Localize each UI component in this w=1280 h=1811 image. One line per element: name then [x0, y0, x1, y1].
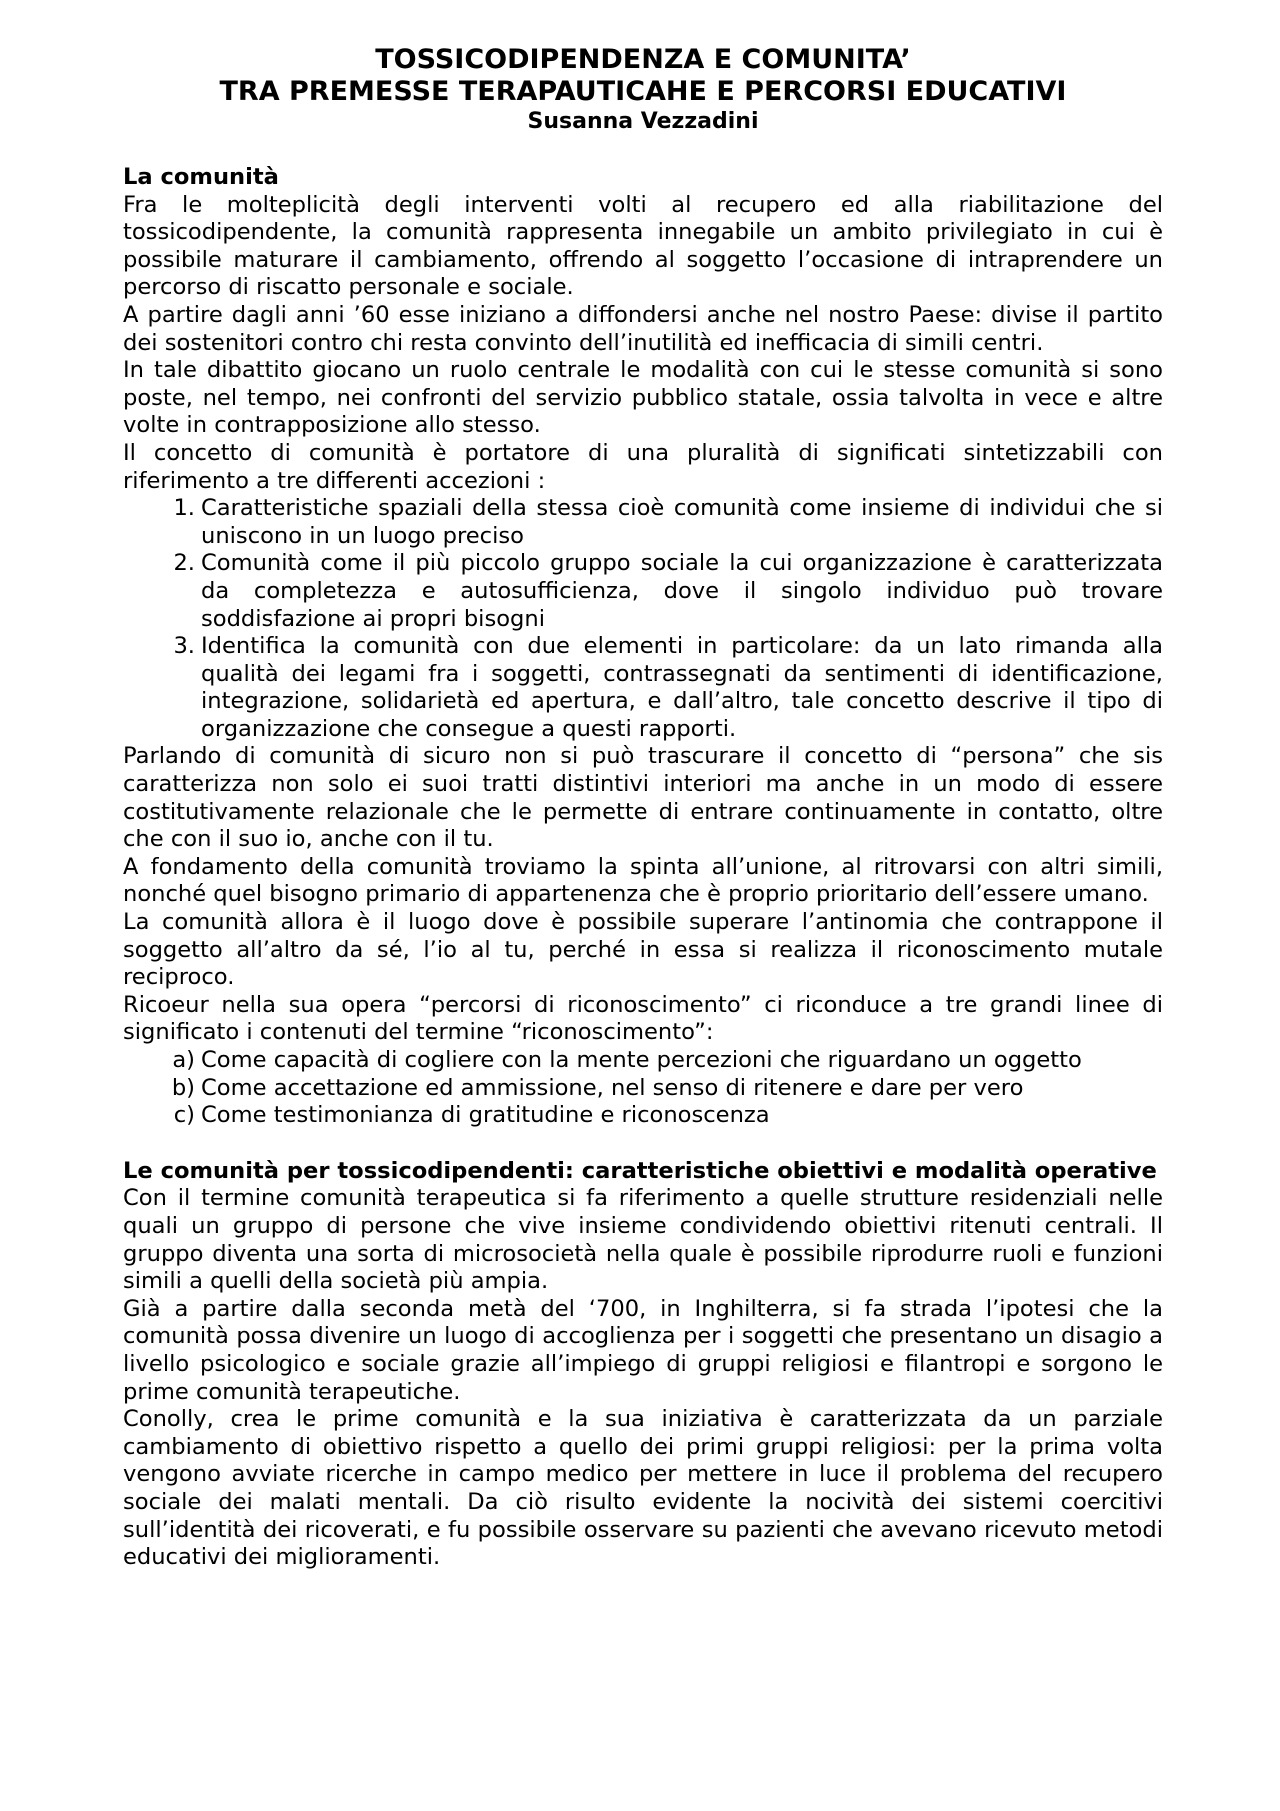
paragraph: Già a partire dalla seconda metà del ‘700, in Inghilterra, si fa strada l’ipotesi che la comunità possa divenire un luogo di accoglienza per i soggetti che presentano un disagio a livello psicologico e sociale grazie all’impiego di gruppi religiosi e filantropi e sorgono le prime comunità terapeutiche.: [123, 1295, 1163, 1405]
list-marker: 1.: [173, 495, 195, 522]
section-heading: Le comunità per tossicodipendenti: caratteristiche obiettivi e modalità operative: [123, 1157, 1157, 1184]
paragraph: Il concetto di comunità è portatore di una pluralità di significati sintetizzabili con riferimento a tre differenti accezioni :: [123, 439, 1163, 494]
paragraph: La comunità allora è il luogo dove è possibile superare l’antinomia che contrappone il soggetto all’altro da sé, l’io al tu, perché in essa si realizza il riconoscimento mutale reciproco.: [123, 909, 1163, 991]
list-item-text: Comunità come il più piccolo gruppo sociale la cui organizzazione è caratterizzata da completezza e autosufficienza, dove il singolo individuo può trovare soddisfazione ai propri bisogni: [201, 550, 1163, 632]
document-title-line-1: TOSSICODIPENDENZA E COMUNITA’: [375, 44, 911, 75]
list-marker: c): [173, 1102, 195, 1129]
list-marker: a): [172, 1047, 195, 1073]
paragraph: Con il termine comunità terapeutica si fa riferimento a quelle strutture residenziali nelle quali un gruppo di persone che vive insieme condividendo obiettivi ritenuti centrali. Il gruppo diventa una sorta di microsocietà nella quale è possibile riprodurre ruoli e funzioni simili a quelli della società più ampia.: [123, 1185, 1163, 1295]
section-heading: La comunità: [123, 164, 279, 190]
list-item: [123, 1102, 1163, 1130]
list-item: [123, 1047, 1163, 1075]
paragraph: Conolly, crea le prime comunità e la sua iniziativa è caratterizzata da un parziale cambiamento di obiettivo rispetto a quello dei primi gruppi religiosi: per la prima volta vengono avviate ricerche in campo medico per mettere in luce il problema del recupero sociale dei malati mentali. Da ciò risulto evidente la nocività dei sistemi coercitivi sull’identità dei ricoverati, e fu possibile osservare su pazienti che avevano ricevuto metodi educativi dei miglioramenti.: [123, 1406, 1163, 1571]
list-item: [123, 633, 1163, 743]
paragraph: A partire dagli anni ’60 esse iniziano a diffondersi anche nel nostro Paese: divise il partito dei sostenitori contro chi resta convinto dell’inutilità ed inefficacia di simili centri.: [123, 301, 1163, 356]
paragraph: Parlando di comunità di sicuro non si può trascurare il concetto di “persona” che sis caratterizza non solo ei suoi tratti distintivi interiori ma anche in un modo di essere costitutivamente relazionale che le permette di entrare continuamente in contatto, oltre che con il suo io, anche con il tu.: [123, 743, 1163, 853]
paragraph: Ricoeur nella sua opera “percorsi di riconoscimento” ci riconduce a tre grandi linee di significato i contenuti del termine “riconoscimento”:: [123, 991, 1163, 1046]
list-item: [123, 1075, 1163, 1103]
list-marker: b): [171, 1074, 195, 1101]
document-title-line-2: TRA PREMESSE TERAPAUTICAHE E PERCORSI EDUCATIVI: [219, 76, 1067, 107]
list-item-text: Come testimonianza di gratitudine e riconoscenza: [201, 1102, 770, 1129]
lettered-list: [123, 1047, 1163, 1130]
document-header: [123, 44, 1163, 136]
document-author: Susanna Vezzadini: [527, 109, 759, 134]
paragraph: Fra le molteplicità degli interventi volti al recupero ed alla riabilitazione del tossicodipendente, la comunità rappresenta innegabile un ambito privilegiato in cui è possibile maturare il cambiamento, offrendo al soggetto l’occasione di intraprendere un percorso di riscatto personale e sociale.: [123, 191, 1163, 301]
list-marker: 3.: [173, 633, 195, 660]
section-1: [123, 164, 1163, 1130]
list-item: [123, 495, 1163, 550]
list-item: [123, 550, 1163, 633]
list-item-text: Caratteristiche spaziali della stessa cioè comunità come insieme di individui che si uniscono in un luogo preciso: [201, 495, 1163, 549]
list-item-text: Come capacità di cogliere con la mente percezioni che riguardano un oggetto: [201, 1047, 1082, 1073]
list-item-text: Come accettazione ed ammissione, nel senso di ritenere e dare per vero: [201, 1074, 1024, 1101]
document-page: [123, 44, 1163, 1572]
numbered-list: [123, 495, 1163, 743]
section-2: [123, 1158, 1163, 1572]
paragraph: A fondamento della comunità troviamo la spinta all’unione, al ritrovarsi con altri simili, nonché quel bisogno primario di appartenenza che è proprio prioritario dell’essere umano.: [123, 853, 1163, 908]
list-item-text: Identifica la comunità con due elementi in particolare: da un lato rimanda alla qualità dei legami fra i soggetti, contrassegnati da sentimenti di identificazione, integrazione, solidarietà ed apertura, e dall’altro, tale concetto descrive il tipo di organizzazione che consegue a questi rapporti.: [201, 633, 1163, 742]
paragraph: In tale dibattito giocano un ruolo centrale le modalità con cui le stesse comunità si sono poste, nel tempo, nei confronti del servizio pubblico statale, ossia talvolta in vece e altre volte in contrapposizione allo stesso.: [123, 357, 1163, 439]
list-marker: 2.: [173, 550, 195, 577]
document-body: [123, 164, 1163, 1572]
